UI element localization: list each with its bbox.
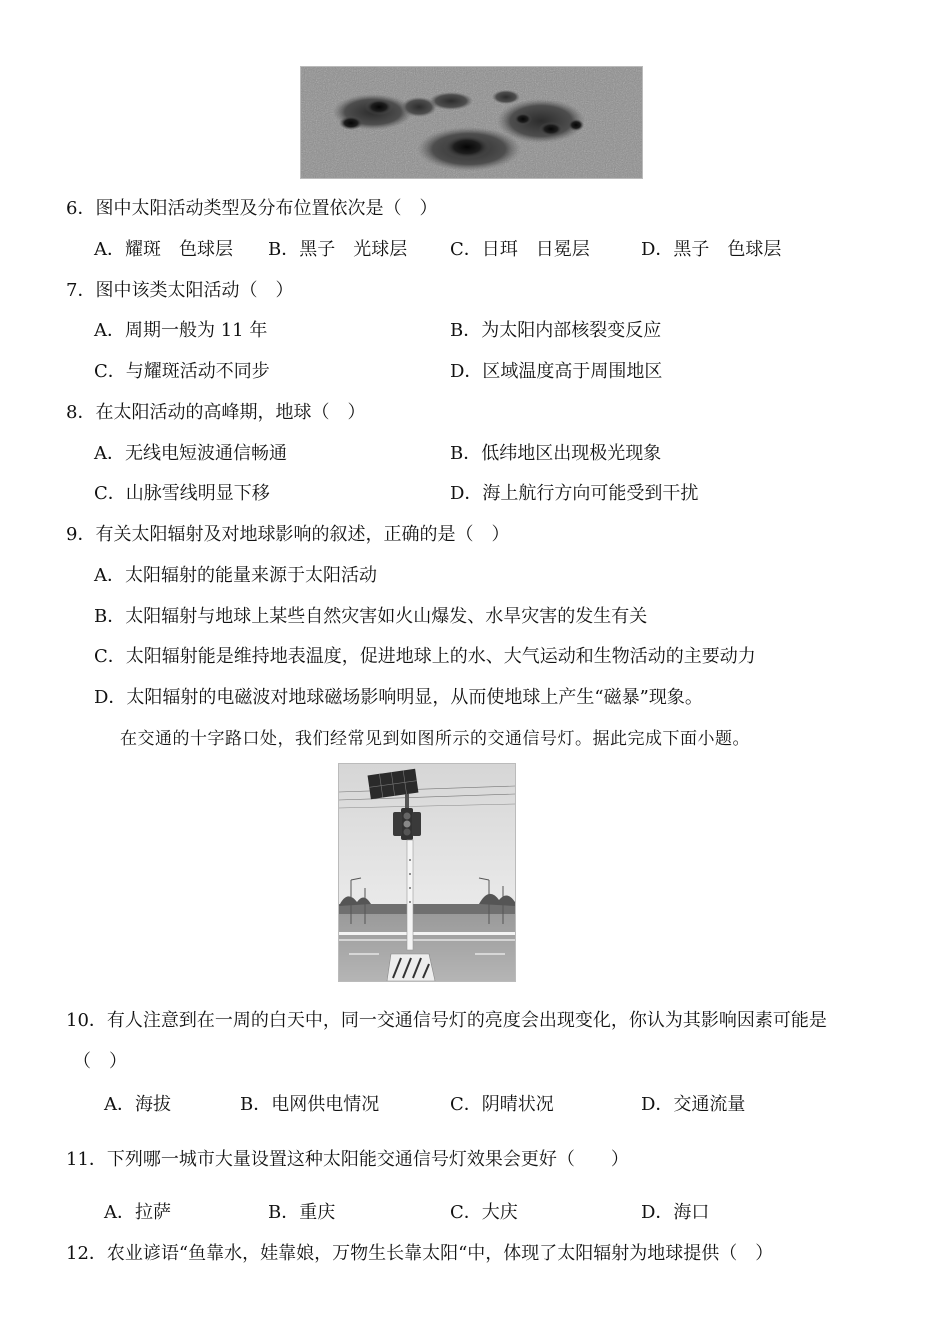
q9-option-d: D．太阳辐射的电磁波对地球磁场影响明显，从而使地球上产生“磁暴”现象。	[94, 687, 703, 708]
sunspot-graphic	[301, 67, 642, 178]
q11-option-d: D．海口	[641, 1202, 710, 1223]
question-11-stem: 11．下列哪一城市大量设置这种太阳能交通信号灯效果会更好（ ）	[66, 1149, 629, 1170]
question-10-stem-line1: 10．有人注意到在一周的白天中，同一交通信号灯的亮度会出现变化，你认为其影响因素可能是	[66, 1010, 827, 1031]
q6-option-b: B．黑子 光球层	[268, 239, 408, 260]
q9-option-b: B．太阳辐射与地球上某些自然灾害如火山爆发、水旱灾害的发生有关	[94, 606, 648, 627]
question-12-stem: 12．农业谚语“鱼靠水，娃靠娘，万物生长靠太阳“中，体现了太阳辐射为地球提供（ ）	[66, 1243, 774, 1264]
question-9-stem: 9．有关太阳辐射及对地球影响的叙述，正确的是（ ）	[66, 524, 510, 545]
question-10-stem-line2: （ ）	[73, 1051, 127, 1072]
q6-option-a: A．耀斑 色球层	[94, 239, 233, 260]
q8-option-d: D．海上航行方向可能受到干扰	[450, 483, 699, 504]
group-intro-text: 在交通的十字路口处，我们经常见到如图所示的交通信号灯。据此完成下面小题。	[120, 729, 750, 749]
traffic-light-image	[338, 763, 516, 982]
q7-option-c: C．与耀斑活动不同步	[94, 361, 270, 382]
q9-option-c: C．太阳辐射能是维持地表温度，促进地球上的水、大气运动和生物活动的主要动力	[94, 646, 756, 667]
q10-option-a: A．海拔	[104, 1094, 171, 1115]
q8-option-b: B．低纬地区出现极光现象	[450, 443, 662, 464]
q11-option-c: C．大庆	[450, 1202, 518, 1223]
question-7-stem: 7．图中该类太阳活动（ ）	[66, 280, 294, 301]
q8-option-c: C．山脉雪线明显下移	[94, 483, 270, 504]
q9-option-a: A．太阳辐射的能量来源于太阳活动	[94, 565, 377, 586]
sunspot-image	[300, 66, 643, 179]
question-8-stem: 8．在太阳活动的高峰期，地球（ ）	[66, 402, 366, 423]
q10-option-b: B．电网供电情况	[240, 1094, 380, 1115]
q10-option-c: C．阴晴状况	[450, 1094, 554, 1115]
q7-option-a: A．周期一般为 11 年	[94, 320, 268, 341]
q8-option-a: A．无线电短波通信畅通	[94, 443, 287, 464]
traffic-light-graphic	[339, 764, 515, 981]
q11-option-b: B．重庆	[268, 1202, 336, 1223]
q7-option-d: D．区域温度高于周围地区	[450, 361, 663, 382]
q7-option-b: B．为太阳内部核裂变反应	[450, 320, 662, 341]
q6-option-c: C．日珥 日冕层	[450, 239, 590, 260]
question-6-stem: 6．图中太阳活动类型及分布位置依次是（ ）	[66, 198, 438, 219]
q10-option-d: D．交通流量	[641, 1094, 746, 1115]
q6-option-d: D．黑子 色球层	[641, 239, 782, 260]
q11-option-a: A．拉萨	[104, 1202, 171, 1223]
